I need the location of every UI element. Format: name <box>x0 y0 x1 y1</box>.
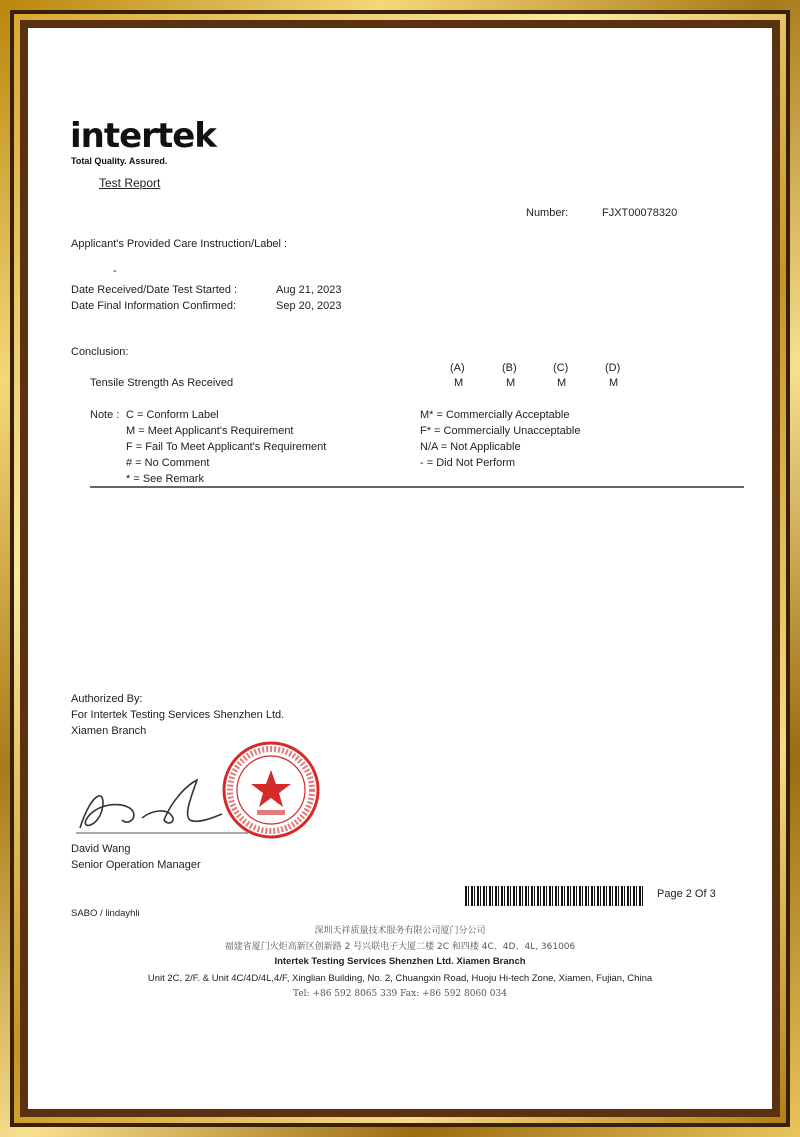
footer-en-name: Intertek Testing Services Shenzhen Ltd. Xiamen Branch <box>274 956 526 967</box>
reference-code: SABO / lindayhli <box>71 908 140 919</box>
section-divider <box>90 486 744 488</box>
barcode <box>465 886 645 906</box>
result-c: M <box>557 377 567 389</box>
date-received-value: Aug 21, 2023 <box>276 284 342 296</box>
note-left-item: C = Conform Label <box>126 409 219 421</box>
result-a: M <box>454 377 464 389</box>
care-label: Applicant's Provided Care Instruction/Label : <box>71 238 288 250</box>
note-prefix: Note : <box>90 409 120 421</box>
note-left-item: # = No Comment <box>126 457 210 469</box>
document-title: Test Report <box>99 176 161 190</box>
note-right-item: F* = Commercially Unacceptable <box>420 425 581 437</box>
column-header-c: (C) <box>553 362 569 374</box>
note-left-item: * = See Remark <box>126 473 204 485</box>
column-header-d: (D) <box>605 362 621 374</box>
column-header-a: (A) <box>450 362 465 374</box>
note-right-item: N/A = Not Applicable <box>420 441 521 453</box>
company-seal <box>221 740 321 840</box>
authorized-branch: Xiamen Branch <box>71 725 147 737</box>
intertek-logo: intertek <box>70 116 216 156</box>
signatory-name: David Wang <box>71 843 131 855</box>
footer-en-address: Unit 2C, 2/F. & Unit 4C/4D/4L,4/F, Xinglian Building, No. 2, Chuangxin Road, Huoju Hi-tech Zone, Xiamen, Fujian, China <box>147 973 653 984</box>
result-d: M <box>609 377 619 389</box>
report-page <box>28 28 772 1109</box>
date-confirmed-label: Date Final Information Confirmed: <box>71 300 237 312</box>
note-right-item: - = Did Not Perform <box>420 457 516 469</box>
logo-tagline: Total Quality. Assured. <box>71 156 168 166</box>
footer-cn-name: 深圳天祥质量技术服务有限公司厦门分公司 <box>314 926 486 936</box>
care-value: - <box>113 265 117 277</box>
date-received-label: Date Received/Date Test Started : <box>71 284 238 296</box>
conclusion-label: Conclusion: <box>71 346 129 358</box>
page-indicator: Page 2 Of 3 <box>657 888 716 900</box>
footer-cn-address: 福建省厦门火炬高新区创新路 2 号兴联电子大厦二楼 2C 和四楼 4C、4D、4L, 361006 <box>224 942 576 952</box>
note-left-item: M = Meet Applicant's Requirement <box>126 425 294 437</box>
column-header-b: (B) <box>502 362 517 374</box>
signatory-title: Senior Operation Manager <box>71 859 201 871</box>
authorized-org: For Intertek Testing Services Shenzhen Ltd. <box>71 709 285 721</box>
date-confirmed-value: Sep 20, 2023 <box>276 300 342 312</box>
result-b: M <box>506 377 516 389</box>
number-label: Number: <box>526 207 569 219</box>
note-left-item: F = Fail To Meet Applicant's Requirement <box>126 441 327 453</box>
footer-contact: Tel: +86 592 8065 339 Fax: +86 592 8060 034 <box>293 989 507 999</box>
note-right-item: M* = Commercially Acceptable <box>420 409 570 421</box>
number-value: FJXT00078320 <box>602 207 678 219</box>
test-item-label: Tensile Strength As Received <box>90 377 234 389</box>
authorized-heading: Authorized By: <box>71 693 143 705</box>
